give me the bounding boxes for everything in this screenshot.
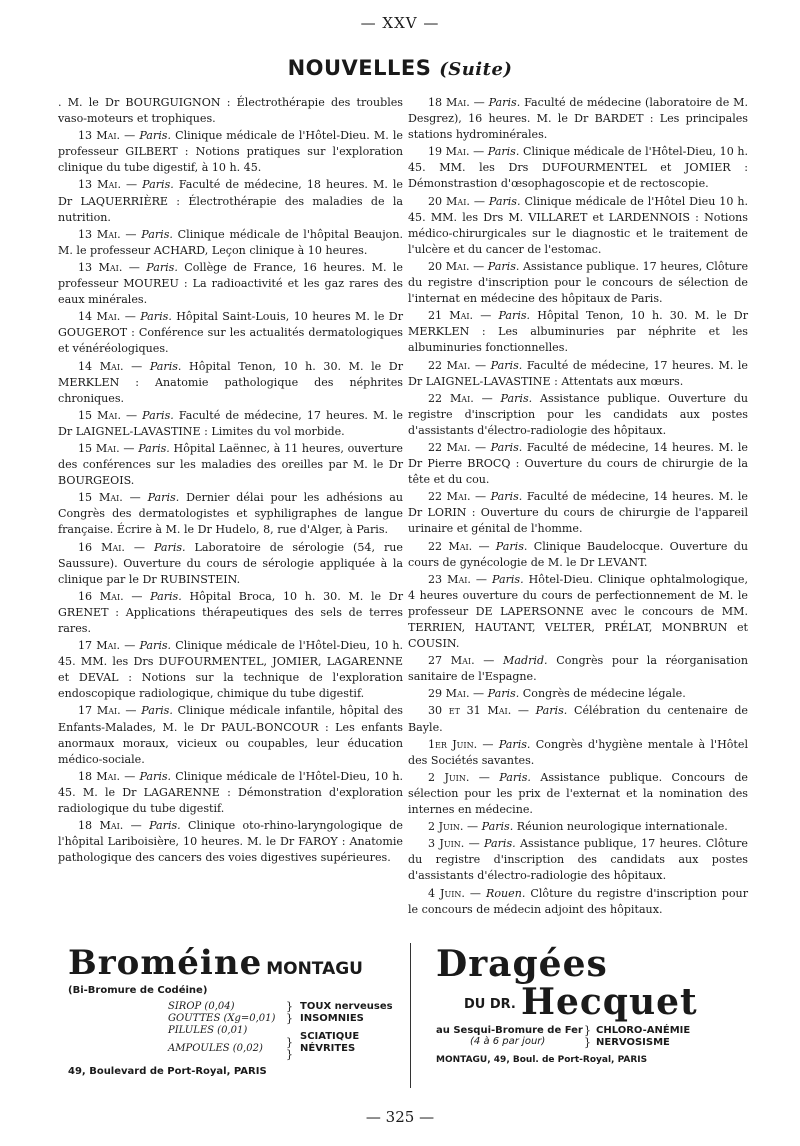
entry-text: Hôpital Saint-Louis, 10 heures M. le Dr GOUGEROT : Conférence sur les actualités dermatologiques et vénéréologiques. [58,310,403,356]
news-entry: 1er Juin. — Paris. Congrès d'hygiène mentale à l'Hôtel des Sociétés savantes. [408,737,748,767]
news-entry: 14 Mai. — Paris. Hôpital Tenon, 10 h. 30. M. le Dr MERKLEN : Anatomie pathologique des néphrites chroniques. [58,359,404,405]
news-entry: 4 Juin. — Rouen. Clôture du registre d'inscription pour le concours de médecin adjoint des hôpitaux. [408,886,748,916]
ad1-indication: NÉVRITES [300,1043,356,1054]
ad2-indication: NERVOSISME [596,1037,670,1048]
entry-date: 22 Mai. [428,440,471,454]
entry-city: Paris. [488,194,521,208]
entry-text: Clinique Baudelocque. Ouverture du cours de gynécologie de M. le Dr LEVANT. [408,539,748,569]
entry-date: 18 Mai. [428,96,470,109]
entry-text: . M. le Dr BOURGUIGNON : Électrothérapie des troubles vaso-moteurs et trophiques. [58,96,403,126]
entry-date: 19 Mai. [428,145,470,159]
entry-text: Clinique médicale de l'Hôtel-Dieu, 10 h. 45. MM. les Drs DUFOURMENTEL et JOMIER : Démonstrastion d'œsophagoscopie et de rectoscopie. [408,145,748,191]
page-number: — 325 — [365,1108,435,1126]
entry-text: Faculté de médecine, 14 heures. M. le Dr Pierre BROCQ : Ouverture du cours de chirurgie de la tête et du cou. [408,440,749,487]
entry-city: Paris. [153,540,186,554]
entry-date: 1er Juin. [428,737,478,751]
entry-date: 22 Mai. [428,539,473,553]
entry-city: Paris. [490,440,523,454]
ad2-address: MONTAGU, 49, Boul. de Port-Royal, PARIS [436,1055,648,1065]
right-column [408,95,748,919]
entry-city: Paris. [490,358,523,372]
entry-city: Paris. [487,259,520,273]
news-entry: 15 Mai. — Paris. Hôpital Laënnec, à 11 heures, ouverture des conférences sur les maladies des oreilles par M. le Dr BOURGEOIS. [58,441,403,488]
news-entry: 19 Mai. — Paris. Clinique médicale de l'Hôtel-Dieu, 10 h. 45. MM. les Drs DUFOURMENTEL et JOMIER : Démonstrastion d'œsophagoscopie et de rectoscopie. [408,145,748,191]
news-entry: 2 Juin. — Paris. Réunion neurologique internationale. [428,820,728,834]
entry-text: Clôture du registre d'inscription pour le concours de médecin adjoint des hôpitaux. [408,886,748,916]
news-entry: 17 Mai. — Paris. Clinique médicale infantile, hôpital des Enfants-Malades, M. le Dr PAUL-BONCOUR : Les enfants anormaux moraux, vicieux ou coupables, leur éducation médico-sociale. [58,704,403,766]
entry-date: 2 Juin. [428,770,470,784]
news-entry: 13 Mai. — Paris. Clinique médicale de l'Hôtel-Dieu. M. le professeur GILBERT : Notions pratiques sur l'exploration clinique du tube digestif, à 10 h. 45. [58,129,403,175]
entry-date: 15 Mai. [78,408,121,422]
entry-text: Dernier délai pour les adhésions au Congrès des dermatologistes et syphiligraphes de langue française. Écrire à M. le Dr Hudelo, 8, rue d'Alger, à Paris. [58,491,404,537]
entry-date: 4 Juin. [428,886,465,900]
ad-divider [410,943,411,1088]
news-entry: 2 Juin. — Paris. Assistance publique. Concours de sélection pour les prix de l'externat et la nomination des internes en médecine. [408,770,748,817]
entry-date: 18 Mai. [78,819,124,833]
ad-dragees-hecquet [436,943,748,1065]
entry-city: Paris. [138,441,170,455]
entry-city: Paris. [139,769,172,783]
news-entry: 18 Mai. — Paris. Clinique oto-rhino-laryngologique de l'hôpital Lariboisière, 10 heures. M. le Dr FAROY : Anatomie pathologique des cancers des voies digestives supérieures. [58,819,403,865]
ad1-indication: SCIATIQUE [300,1031,360,1042]
ad2-indication: CHLORO-ANÉMIE [596,1025,691,1036]
ad1-indications [300,1001,393,1055]
news-entry: 20 Mai. — Paris. Clinique médicale de l'Hôtel Dieu 10 h. 45. MM. les Drs M. VILLARET et LARDENNOIS : Notions médico-chirurgicales sur le diagnostic et le traitement de l'ulcère et du cancer de l'estomac. [408,194,749,256]
news-entry: 22 Mai. — Paris. Faculté de médecine, 14 heures. M. le Dr Pierre BROCQ : Ouverture du cours de chirurgie de la tête et du cou. [408,440,749,487]
entry-city: Paris. [150,589,182,603]
ad2-brand: Dragées [436,943,608,985]
entry-date: 2 Juin. [428,820,464,834]
ad1-brace: } } } } [286,1000,293,1061]
entry-text: Faculté de médecine (laboratoire de M. Desgrez), 16 heures. M. le Dr BARDET : Les principales stations hydrominérales. [408,96,748,142]
entry-date: 21 Mai. [428,309,474,323]
entry-date: 20 Mai. [428,259,470,273]
news-entry: 18 Mai. — Paris. Faculté de médecine (laboratoire de M. Desgrez), 16 heures. M. le Dr BARDET : Les principales stations hydrominérales. [408,96,748,142]
news-entry: 29 Mai. — Paris. Congrès de médecine légale. [428,687,686,701]
entry-city: Paris. [146,260,178,274]
news-entry: 23 Mai. — Paris. Hôtel-Dieu. Clinique ophtalmologique, 4 heures ouverture du cours de perfectionnement de M. le professeur DE LAPERSONNE avec le concours de MM. TERRIEN, HAUTANT, VELTER, PRÉLAT, MONBRUN et COUSIN. [408,572,748,651]
news-entry: 18 Mai. — Paris. Clinique médicale de l'Hôtel-Dieu, 10 h. 45. M. le Dr LAGARENNE : Démonstration d'exploration radiologique du tube digestif. [58,769,404,816]
news-entry: 21 Mai. — Paris. Hôpital Tenon, 10 h. 30. M. le Dr MERKLEN : Les albuminuries par néphrite et les albuminuries fonctionnelles. [408,309,748,355]
section-heading [0,56,800,80]
ad1-indication: INSOMNIES [300,1013,364,1024]
entry-city: Paris. [490,490,523,504]
entry-date: 17 Mai. [78,639,121,653]
news-entry: 15 Mai. — Paris. Dernier délai pour les adhésions au Congrès des dermatologistes et syphiligraphes de langue française. Écrire à M. le Dr Hudelo, 8, rue d'Alger, à Paris. [58,491,404,537]
ad2-indications [596,1025,690,1049]
entry-text: Collège de France, 16 heures. M. le professeur MOUREU : La radioactivité et les gaz rares des eaux minérales. [58,260,403,307]
entry-text: Clinique médicale de l'Hôtel Dieu 10 h. 45. MM. les Drs M. VILLARET et LARDENNOIS : Notions médico-chirurgicales sur le diagnostic et le traitement de l'ulcère et du cancer de l'estomac. [408,194,749,256]
ad2-line1: au Sesqui-Bromure de Fer [436,1025,583,1036]
entry-text: Assistance publique. Concours de sélection pour les prix de l'externat et la nomination des internes en médecine. [408,770,748,817]
entry-text: Hôpital Broca, 10 h. 30. M. le Dr GRENET : Applications thérapeutiques des sels de terres rares. [58,589,403,635]
entry-date: 15 Mai. [78,441,120,455]
entry-date: 17 Mai. [78,704,121,718]
entry-text: Réunion neurologique internationale. [513,820,728,834]
ad1-products [168,1001,275,1055]
news-entry [58,95,403,127]
news-entry: 22 Mai. — Paris. Assistance publique. Ouverture du registre d'inscription pour les candidats aux postes d'assistants d'électro-radiologie des hôpitaux. [408,391,748,437]
entry-text: Clinique médicale de l'Hôtel-Dieu. M. le professeur GILBERT : Notions pratiques sur l'exploration clinique du tube digestif, à 10 h. 45. [58,129,403,175]
entry-text: Congrès pour la réorganisation sanitaire de l'Espagne. [408,654,748,684]
news-entry: 3 Juin. — Paris. Assistance publique, 17 heures. Clôture du registre d'inscription des candidats aux postes d'assistants d'électro-radiologie des hôpitaux. [408,837,748,883]
entry-city: Paris. [142,178,174,192]
entry-city: Paris. [500,391,533,405]
ad1-address: 49, Boulevard de Port-Royal, PARIS [68,1066,267,1077]
news-entry: 15 Mai. — Paris. Faculté de médecine, 17 heures. M. le Dr LAIGNEL-LAVASTINE : Limites du vol morbide. [58,408,404,438]
entry-city: Paris. [488,96,521,109]
entry-text: Assistance publique. Ouverture du registre d'inscription pour les candidats aux postes d'assistants d'électro-radiologie des hôpitaux. [408,391,748,437]
entry-text: Clinique médicale de l'Hôtel-Dieu, 10 h. 45. MM. les Drs DUFOURMENTEL, JOMIER, LAGARENNE et DEVAL : Notions sur la technique de l'exploration endoscopique radiologique, chimique du tube digestif. [58,639,404,701]
entry-date: 13 Mai. [78,129,121,143]
news-entry: 20 Mai. — Paris. Assistance publique. 17 heures, Clôture du registre d'inscription pour le concours de sélection de l'internat en médecine des hôpitaux de Paris. [408,259,749,306]
news-entry: 30 et 31 Mai. — Paris. Célébration du centenaire de Bayle. [408,704,748,734]
entry-text: Faculté de médecine, 14 heures. M. le Dr LORIN : Ouverture du cours de chirurgie de l'appareil urinaire et génital de l'homme. [408,490,749,536]
entry-text: Clinique médicale infantile, hôpital des Enfants-Malades, M. le Dr PAUL-BONCOUR : Les enfants anormaux moraux, vicieux ou coupables, leur éducation médico-sociale. [58,704,403,766]
entry-text: Laboratoire de sérologie (54, rue Saussure). Ouverture du cours de sérologie appliquée à la clinique par le Dr RUBINSTEIN. [58,540,403,586]
news-entry: 22 Mai. — Paris. Faculté de médecine, 14 heures. M. le Dr LORIN : Ouverture du cours de chirurgie de l'appareil urinaire et génital de l'homme. [408,490,749,536]
entry-city: Paris. [141,704,173,718]
entry-city: Paris. [149,819,181,833]
ad-bromeine [68,943,398,1077]
ad2-prefix: DU DR. [464,997,516,1012]
news-entry: 16 Mai. — Paris. Laboratoire de sérologie (54, rue Saussure). Ouverture du cours de sérologie appliquée à la clinique par le Dr RUBINSTEIN. [58,540,403,586]
heading-title: NOUVELLES [287,56,432,80]
entry-city: Paris. [149,359,182,373]
ad1-product: SIROP (0,04) [168,1001,235,1012]
entry-date: 27 Mai. [428,654,475,668]
entry-date: 16 Mai. [78,589,124,603]
entry-date: 14 Mai. [78,359,124,373]
entry-city: Paris. [498,737,531,751]
entry-text: Hôpital Tenon, 10 h. 30. M. le Dr MERKLEN : Les albuminuries par néphrite et les albuminuries fonctionnelles. [408,309,748,355]
ad1-product: GOUTTES (Xg=0,01) [168,1013,276,1024]
entry-city: Rouen. [485,886,526,900]
entry-text: Faculté de médecine, 17 heures. M. le Dr LAIGNEL-LAVASTINE : Limites du vol morbide. [58,408,404,438]
entry-date: 14 Mai. [78,310,121,324]
ad2-brace: } } [584,1024,591,1049]
entry-city: Paris. [481,820,514,834]
news-entry: 14 Mai. — Paris. Hôpital Saint-Louis, 10 heures M. le Dr GOUGEROT : Conférence sur les actualités dermatologiques et vénéréologiques. [58,310,403,356]
ad1-indication: TOUX nerveuses [300,1001,393,1012]
entry-date: 16 Mai. [78,540,125,554]
entry-text: Clinique médicale de l'Hôtel-Dieu, 10 h. 45. M. le Dr LAGARENNE : Démonstration d'exploration radiologique du tube digestif. [58,769,404,816]
advertisements [68,943,748,1093]
news-entry: 27 Mai. — Madrid. Congrès pour la réorganisation sanitaire de l'Espagne. [408,654,748,684]
news-entry: 22 Mai. — Paris. Faculté de médecine, 17 heures. M. le Dr LAIGNEL-LAVASTINE : Attentats aux mœurs. [408,358,749,388]
entry-text: Célébration du centenaire de Bayle. [408,704,748,734]
entry-city: Paris. [487,687,520,701]
entry-date: 18 Mai. [78,769,121,783]
entry-date: 13 Mai. [78,178,121,192]
entry-text: Faculté de médecine, 18 heures. M. le Dr LAQUERRIÈRE : Électrothérapie des maladies de la nutrition. [58,178,404,224]
entry-city: Paris. [495,539,528,553]
entry-text: Clinique oto-rhino-laryngologique de l'hôpital Lariboisière, 10 heures. M. le Dr FAROY : Anatomie pathologique des cancers des voies digestives supérieures. [58,819,403,865]
ad1-product: AMPOULES (0,02) [168,1043,263,1054]
entry-city: Paris. [147,491,180,505]
news-entry: 13 Mai. — Paris. Collège de France, 16 heures. M. le professeur MOUREU : La radioactivité et les gaz rares des eaux minérales. [58,260,403,307]
entry-city: Paris. [139,639,172,653]
entry-date: 3 Juin. [428,837,465,851]
entry-date: 13 Mai. [78,260,123,274]
news-entry: 13 Mai. — Paris. Faculté de médecine, 18 heures. M. le Dr LAQUERRIÈRE : Électrothérapie des maladies de la nutrition. [58,178,404,224]
entry-text: Hôtel-Dieu. Clinique ophtalmologique, 4 heures ouverture du cours de perfectionnement de M. le professeur DE LAPERSONNE avec le concours de MM. TERRIEN, HAUTANT, VELTER, PRÉLAT, MONBRUN et COUSIN. [408,572,748,651]
heading-suite: (Suite) [439,59,513,80]
entry-city: Paris. [484,837,516,851]
news-entry: 22 Mai. — Paris. Clinique Baudelocque. Ouverture du cours de gynécologie de M. le Dr LEVANT. [408,539,748,569]
entry-date: 22 Mai. [428,358,471,372]
ad2-line1b: (4 à 6 par jour) [470,1036,546,1047]
entry-city: Paris. [487,145,520,159]
entry-city: Madrid. [503,654,548,668]
entry-city: Paris. [139,129,171,143]
ad1-maker: MONTAGU [266,959,363,979]
entry-date: 23 Mai. [428,572,471,586]
entry-city: Paris. [491,572,524,586]
entry-city: Paris. [140,310,172,324]
entry-text: Congrès de médecine légale. [519,687,686,701]
ad1-product: PILULES (0,01) [168,1025,248,1036]
entry-text: Assistance publique, 17 heures. Clôture du registre d'inscription des candidats aux postes d'assistants d'électro-radiologie des hôpitaux. [408,837,748,883]
entry-text: Congrès d'hygiène mentale à l'Hôtel des Sociétés savantes. [408,737,748,767]
news-entry: 16 Mai. — Paris. Hôpital Broca, 10 h. 30. M. le Dr GRENET : Applications thérapeutiques des sels de terres rares. [58,589,403,635]
ad1-brand: Broméine [68,943,263,983]
entry-city: Paris. [499,770,531,784]
page-header-roman: — XXV — [360,14,440,32]
entry-date: 30 et 31 Mai. [428,704,512,718]
entry-text: Hôpital Tenon, 10 h. 30. M. le Dr MERKLEN : Anatomie pathologique des néphrites chroniques. [58,359,404,405]
left-column [58,95,403,867]
entry-city: Paris. [142,408,174,422]
entry-date: 13 Mai. [78,227,121,241]
entry-date: 22 Mai. [428,490,471,504]
entry-text: Faculté de médecine, 17 heures. M. le Dr LAIGNEL-LAVASTINE : Attentats aux mœurs. [408,358,749,388]
entry-date: 22 Mai. [428,391,474,405]
news-entry: 13 Mai. — Paris. Clinique médicale de l'hôpital Beaujon. M. le professeur ACHARD, Leçon clinique à 10 heures. [58,227,403,257]
entry-city: Paris. [535,704,568,718]
entry-date: 20 Mai. [428,194,470,208]
news-entry: 17 Mai. — Paris. Clinique médicale de l'Hôtel-Dieu, 10 h. 45. MM. les Drs DUFOURMENTEL, JOMIER, LAGARENNE et DEVAL : Notions sur la technique de l'exploration endoscopique radiologique, chimique du tube digestif. [58,639,404,701]
entry-date: 15 Mai. [78,491,123,505]
entry-date: 29 Mai. [428,687,470,701]
entry-city: Paris. [141,227,173,241]
entry-text: Hôpital Laënnec, à 11 heures, ouverture des conférences sur les maladies des oreilles par M. le Dr BOURGEOIS. [58,441,403,488]
entry-text: Assistance publique. 17 heures, Clôture du registre d'inscription pour le concours de sélection de l'internat en médecine des hôpitaux de Paris. [408,259,749,306]
ad1-subtitle: (Bi-Bromure de Codéine) [68,985,208,996]
ad2-name: Hecquet [520,981,698,1023]
entry-text: Clinique médicale de l'hôpital Beaujon. M. le professeur ACHARD, Leçon clinique à 10 heures. [58,227,403,257]
entry-city: Paris. [498,309,531,323]
